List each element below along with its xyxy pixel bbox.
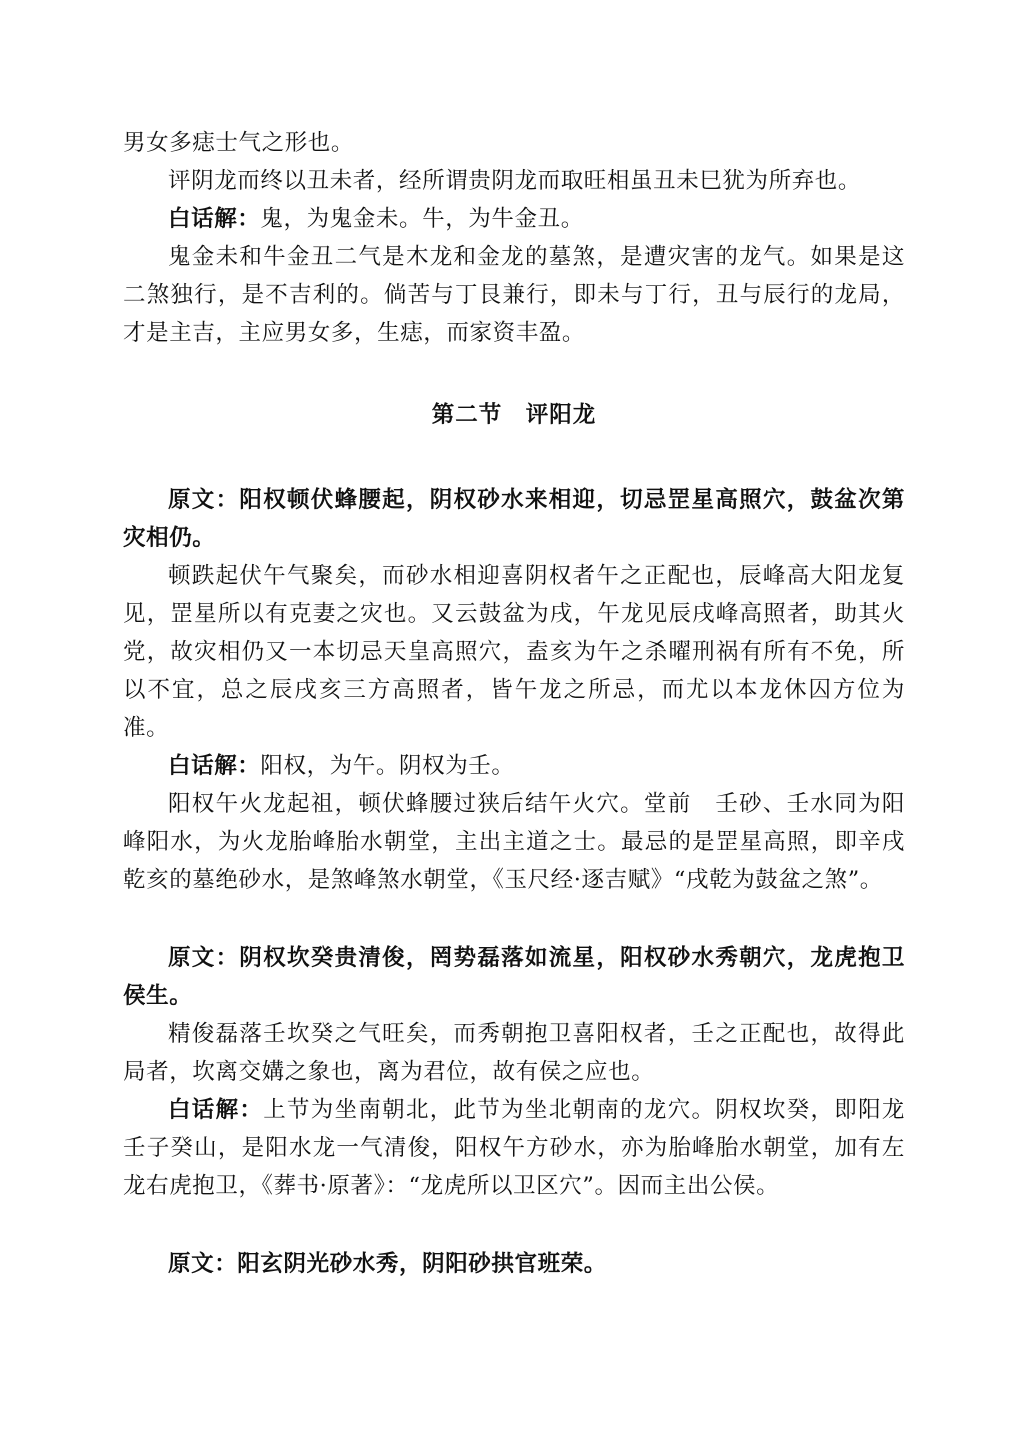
baihua-label: 白话解： — [168, 1097, 264, 1123]
baihua-text: 鬼，为鬼金未。牛，为牛金丑。 — [260, 206, 584, 232]
baihua-paragraph — [123, 747, 905, 785]
baihua-text: 上节为坐南朝北，此节为坐北朝南的龙穴。阴权坎癸，即阳龙壬子癸山，是阳水龙一气清俊，阳权午方砂水，亦为胎峰胎水朝堂，加有左龙右虎抱卫，《葬书·原著》：“龙虎所以卫区穴”。因而主出公侯。 — [123, 1097, 905, 1199]
paragraph: 男女多痣士气之形也。 — [123, 130, 355, 156]
commentary-paragraph: 顿跌起伏午气聚矣，而砂水相迎喜阴权者午之正配也，辰峰高大阳龙复见，罡星所以有克妻之灾也。又云鼓盆为戌，午龙见辰戌峰高照者，助其火党，故灾相仍又一本切忌天皇高照穴，盍亥为午之杀曜刑祸有所有不免，所以不宜，总之辰戌亥三方高照者，皆午龙之所忌，而尤以本龙休囚方位为准。 — [123, 563, 905, 741]
explanation-paragraph: 阳权午火龙起祖，顿伏蜂腰过狭后结午火穴。堂前 壬砂、壬水同为阳峰阳水，为火龙胎峰胎水朝堂，主出主道之士。最忌的是罡星高照，即辛戌乾亥的墓绝砂水，是煞峰煞水朝堂，《玉尺经·逐吉赋》“戌乾为鼓盆之煞”。 — [123, 791, 905, 893]
baihua-label: 白话解： — [168, 753, 261, 779]
original-text: 原文：阴权坎癸贵清俊，罔势磊落如流星，阳权砂水秀朝穴，龙虎抱卫侯生。 — [123, 945, 905, 1009]
section-title: 第二节 评阳龙 — [431, 402, 597, 428]
paragraph: 鬼金未和牛金丑二气是木龙和金龙的墓煞，是遭灾害的龙气。如果是这二煞独行，是不吉利的。倘苦与丁艮兼行，即未与丁行，丑与辰行的龙局，才是主吉，主应男女多，生痣，而家资丰盈。 — [123, 244, 905, 346]
spacer — [123, 1205, 905, 1245]
baihua-label: 白话解： — [168, 206, 261, 232]
spacer — [123, 899, 905, 939]
original-text: 原文：阳权顿伏蜂腰起，阴权砂水来相迎，切忌罡星高照穴，鼓盆次第灾相仍。 — [123, 487, 905, 551]
baihua-paragraph — [123, 200, 905, 238]
document-body — [123, 124, 905, 1283]
original-text: 原文：阳玄阴光砂水秀，阴阳砂拱官班荣。 — [168, 1251, 607, 1277]
baihua-text: 阳权，为午。阴权为壬。 — [260, 753, 515, 779]
paragraph: 评阴龙而终以丑未者，经所谓贵阴龙而取旺相虽丑未巳犹为所弃也。 — [168, 168, 862, 194]
baihua-paragraph — [123, 1091, 905, 1205]
commentary-paragraph: 精俊磊落壬坎癸之气旺矣，而秀朝抱卫喜阳权者，壬之正配也，故得此局者，坎离交媾之象也，离为君位，故有侯之应也。 — [123, 1021, 905, 1085]
